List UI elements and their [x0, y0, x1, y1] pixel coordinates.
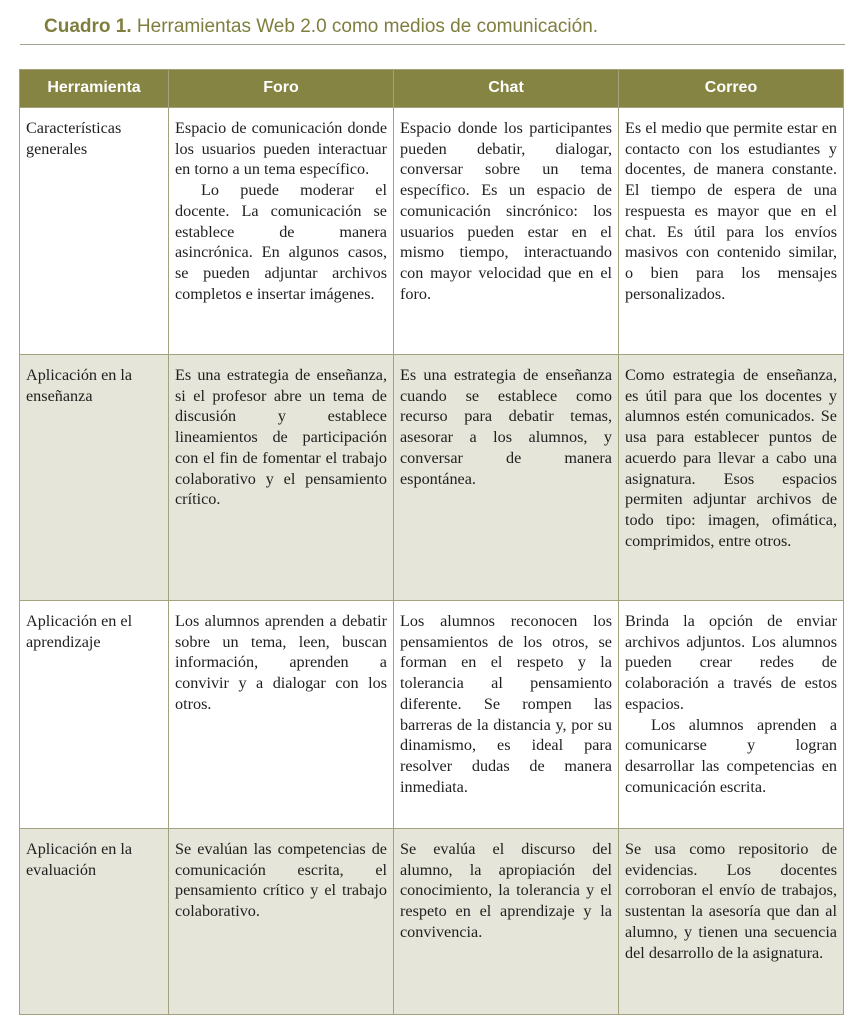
row-header: Aplicación en el aprendizaje — [20, 601, 169, 829]
header-row — [20, 70, 844, 108]
cell-paragraph: Se evalúa el discurso del alumno, la apropiación del conocimiento, la tolerancia y el respeto en el aprendizaje y la convivencia. — [400, 840, 612, 941]
cell-foro — [169, 601, 394, 829]
cell-foro — [169, 829, 394, 1015]
row-header: Aplicación en la enseñanza — [20, 355, 169, 601]
cell-paragraph: Los alumnos aprenden a debatir sobre un tema, leen, buscan información, aprenden a convivir y a dialogar con los otros. — [175, 612, 387, 713]
caption-rule — [20, 44, 845, 45]
caption-label: Cuadro 1. — [44, 16, 132, 37]
cell-paragraph: Es una estrategia de enseñanza, si el profesor abre un tema de discusión y establece lineamientos de participación con el fin de fomentar el trabajo colaborativo y el pensamiento crítico. — [175, 366, 387, 509]
cell-chat — [394, 355, 619, 601]
cell-paragraph: Como estrategia de enseñanza, es útil para que los docentes y alumnos estén comunicados. Se usa para establecer puntos de acuerdo para llevar a cabo una asignatura. Esos espacios permiten adjuntar archivos de todo tipo: imagen, ofimática, comprimidos, entre otros. — [625, 366, 837, 550]
row-header: Características generales — [20, 108, 169, 355]
cell-chat — [394, 108, 619, 355]
cell-chat — [394, 829, 619, 1015]
cell-correo — [619, 355, 844, 601]
cell-foro — [169, 355, 394, 601]
header-chat: Chat — [394, 70, 619, 108]
cell-paragraph: Lo puede moderar el docente. La comunicación se establece de manera asincrónica. En algunos casos, se pueden adjuntar archivos completos e insertar imágenes. — [175, 181, 387, 303]
cell-paragraph: Espacio donde los participantes pueden debatir, dialogar, conversar sobre un tema específico. Es un espacio de comunicación sincrónico: los usuarios pueden estar en el mismo tiempo, interactuando con mayor velocidad que en el foro. — [400, 119, 612, 303]
table-row — [20, 829, 844, 1015]
cell-chat — [394, 601, 619, 829]
cell-foro — [169, 108, 394, 355]
header-herramienta: Herramienta — [20, 70, 169, 108]
table-row — [20, 108, 844, 355]
cell-paragraph: Es el medio que permite estar en contacto con los estudiantes y docentes, de manera constante. El tiempo de espera de una respuesta es mayor que en el chat. Es útil para los envíos masivos con contenido similar, o bien para los mensajes personalizados. — [625, 119, 837, 303]
table-caption — [44, 16, 598, 38]
tools-table — [19, 69, 844, 1015]
cell-paragraph: Brinda la opción de enviar archivos adjuntos. Los alumnos pueden crear redes de colaboración a través de estos espacios. — [625, 612, 837, 713]
cell-correo — [619, 601, 844, 829]
cell-paragraph: Se usa como repositorio de evidencias. Los docentes corroboran el envío de trabajos, sustentan la asesoría que dan al alumno, y tienen una secuencia del desarrollo de la asignatura. — [625, 840, 837, 962]
row-header: Aplicación en la evaluación — [20, 829, 169, 1015]
caption-title: Herramientas Web 2.0 como medios de comunicación. — [136, 16, 599, 37]
table-row — [20, 355, 844, 601]
cell-paragraph: Se evalúan las competencias de comunicación escrita, el pensamiento crítico y el trabajo colaborativo. — [175, 840, 387, 921]
cell-paragraph: Los alumnos aprenden a comunicarse y logran desarrollar las competencias en comunicación escrita. — [625, 715, 837, 796]
cell-paragraph: Espacio de comunicación donde los usuarios pueden interactuar en torno a un tema específico. — [175, 119, 387, 179]
cell-correo — [619, 829, 844, 1015]
header-correo: Correo — [619, 70, 844, 108]
cell-paragraph: Los alumnos reconocen los pensamientos de los otros, se forman en el respeto y la tolerancia al pensamiento diferente. Se rompen las barreras de la distancia y, por su dinamismo, es ideal para resolver dudas de manera inmediata. — [400, 612, 612, 796]
table-row — [20, 601, 844, 829]
header-foro: Foro — [169, 70, 394, 108]
cell-correo — [619, 108, 844, 355]
cell-paragraph: Es una estrategia de enseñanza cuando se establece como recurso para debatir temas, asesorar a los alumnos, y conversar de manera espontánea. — [400, 366, 612, 488]
